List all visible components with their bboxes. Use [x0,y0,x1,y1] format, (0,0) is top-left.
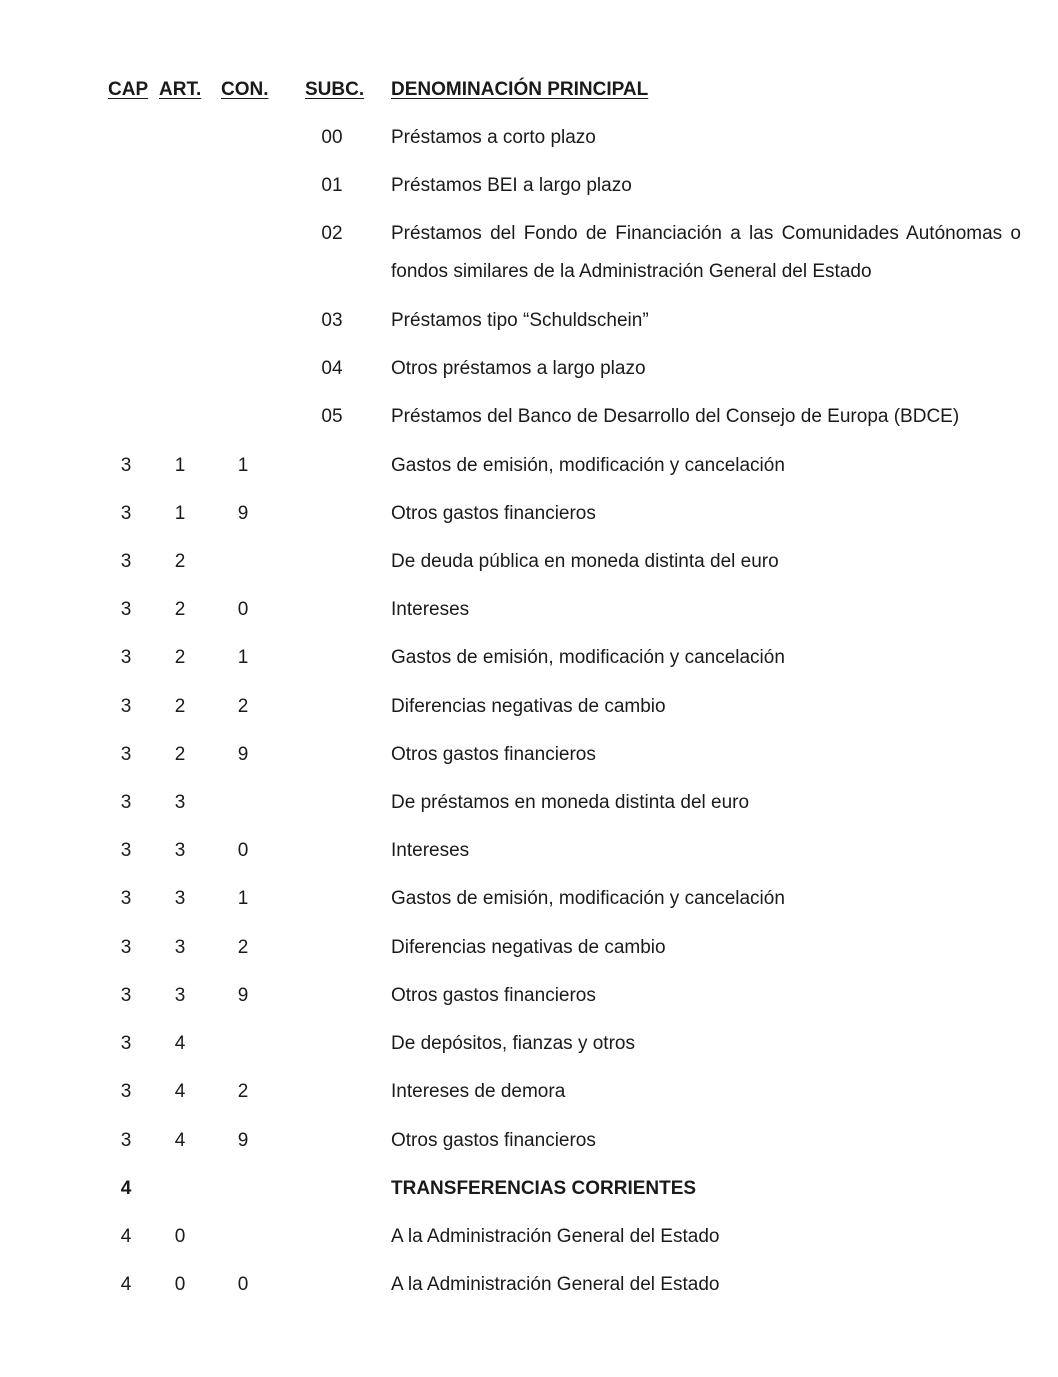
cell-con: 1 [237,455,249,476]
table-row [0,981,1058,1011]
cell-art: 1 [174,503,186,524]
cell-art: 0 [174,1226,186,1247]
header-con: CON. [221,79,269,100]
cell-art: 2 [174,744,186,765]
table-row [0,547,1058,577]
cell-denominacion: A la Administración General del Estado [391,1274,720,1295]
table-row [0,402,1058,432]
table-row [0,836,1058,866]
table-row [0,1126,1058,1156]
cell-denominacion: Diferencias negativas de cambio [391,696,666,717]
cell-cap: 3 [120,1130,132,1151]
table-row-chapter [0,1174,1058,1204]
table-row [0,219,1058,291]
cell-subc: 02 [321,223,343,244]
table-row [0,692,1058,722]
cell-cap: 4 [120,1226,132,1247]
table-row [0,1222,1058,1252]
cell-art: 2 [174,599,186,620]
cell-cap: 3 [120,551,132,572]
table-row [0,499,1058,529]
table-row [0,354,1058,384]
cell-denominacion: Otros gastos financieros [391,744,596,765]
cell-denominacion: Préstamos del Banco de Desarrollo del Consejo de Europa (BDCE) [391,406,960,427]
cell-art: 1 [174,455,186,476]
cell-art: 3 [174,888,186,909]
cell-denominacion: De depósitos, fianzas y otros [391,1033,635,1054]
table-header [0,75,1058,105]
cell-cap: 3 [120,1033,132,1054]
cell-denominacion: Intereses de demora [391,1081,566,1102]
table-row [0,884,1058,914]
cell-cap: 3 [120,840,132,861]
cell-denominacion: Otros gastos financieros [391,985,596,1006]
table-row [0,451,1058,481]
header-cap: CAP [108,79,149,100]
cell-subc: 00 [321,127,343,148]
cell-con: 9 [237,744,249,765]
table-row [0,788,1058,818]
header-subc: SUBC. [305,79,365,100]
table-row [0,171,1058,201]
cell-subc: 01 [321,175,343,196]
cell-denominacion: Intereses [391,599,470,620]
cell-cap: 3 [120,503,132,524]
cell-cap: 3 [120,599,132,620]
table-row [0,306,1058,336]
cell-cap: 3 [120,792,132,813]
header-art: ART. [159,79,202,100]
cell-cap: 3 [120,455,132,476]
cell-cap: 4 [120,1178,132,1199]
cell-con: 2 [237,1081,249,1102]
cell-cap: 3 [120,937,132,958]
cell-denominacion: Gastos de emisión, modificación y cancelación [391,888,785,909]
table-row [0,1270,1058,1300]
cell-cap: 3 [120,647,132,668]
table-row [0,123,1058,153]
cell-denominacion: Otros gastos financieros [391,503,596,524]
cell-subc: 04 [321,358,343,379]
cell-denominacion: Intereses [391,840,470,861]
table-row [0,1029,1058,1059]
cell-cap: 3 [120,1081,132,1102]
cell-art: 4 [174,1130,186,1151]
table-row [0,643,1058,673]
table-row [0,595,1058,625]
cell-art: 2 [174,696,186,717]
cell-cap: 3 [120,744,132,765]
cell-denominacion: De préstamos en moneda distinta del euro [391,792,750,813]
cell-con: 9 [237,503,249,524]
cell-art: 4 [174,1081,186,1102]
cell-art: 3 [174,985,186,1006]
cell-cap: 3 [120,888,132,909]
cell-con: 2 [237,696,249,717]
cell-art: 2 [174,551,186,572]
cell-art: 0 [174,1274,186,1295]
cell-denominacion: Gastos de emisión, modificación y cancelación [391,455,785,476]
table-row [0,933,1058,963]
cell-art: 2 [174,647,186,668]
cell-cap: 3 [120,985,132,1006]
cell-denominacion: Gastos de emisión, modificación y cancelación [391,647,785,668]
cell-cap: 4 [120,1274,132,1295]
cell-denominacion: TRANSFERENCIAS CORRIENTES [391,1178,697,1199]
cell-denominacion: Préstamos del Fondo de Financiación a las Comunidades Autónomas o fondos similares de la Administración General del Estado [391,223,1021,282]
cell-denominacion: Préstamos a corto plazo [391,127,596,148]
cell-subc: 05 [321,406,343,427]
cell-art: 4 [174,1033,186,1054]
cell-denominacion: Préstamos BEI a largo plazo [391,175,632,196]
cell-subc: 03 [321,310,343,331]
cell-con: 9 [237,985,249,1006]
cell-denominacion: Diferencias negativas de cambio [391,937,666,958]
cell-con: 0 [237,840,249,861]
cell-denominacion: Otros préstamos a largo plazo [391,358,646,379]
cell-con: 9 [237,1130,249,1151]
cell-con: 0 [237,599,249,620]
cell-denominacion: A la Administración General del Estado [391,1226,720,1247]
table-row [0,740,1058,770]
cell-con: 1 [237,647,249,668]
cell-con: 2 [237,937,249,958]
cell-denominacion: Préstamos tipo “Schuldschein” [391,310,649,331]
cell-art: 3 [174,792,186,813]
table-row [0,1077,1058,1107]
cell-denominacion: De deuda pública en moneda distinta del euro [391,551,779,572]
cell-art: 3 [174,937,186,958]
cell-cap: 3 [120,696,132,717]
header-denominacion: DENOMINACIÓN PRINCIPAL [391,79,649,100]
cell-con: 1 [237,888,249,909]
cell-art: 3 [174,840,186,861]
cell-denominacion: Otros gastos financieros [391,1130,596,1151]
cell-con: 0 [237,1274,249,1295]
